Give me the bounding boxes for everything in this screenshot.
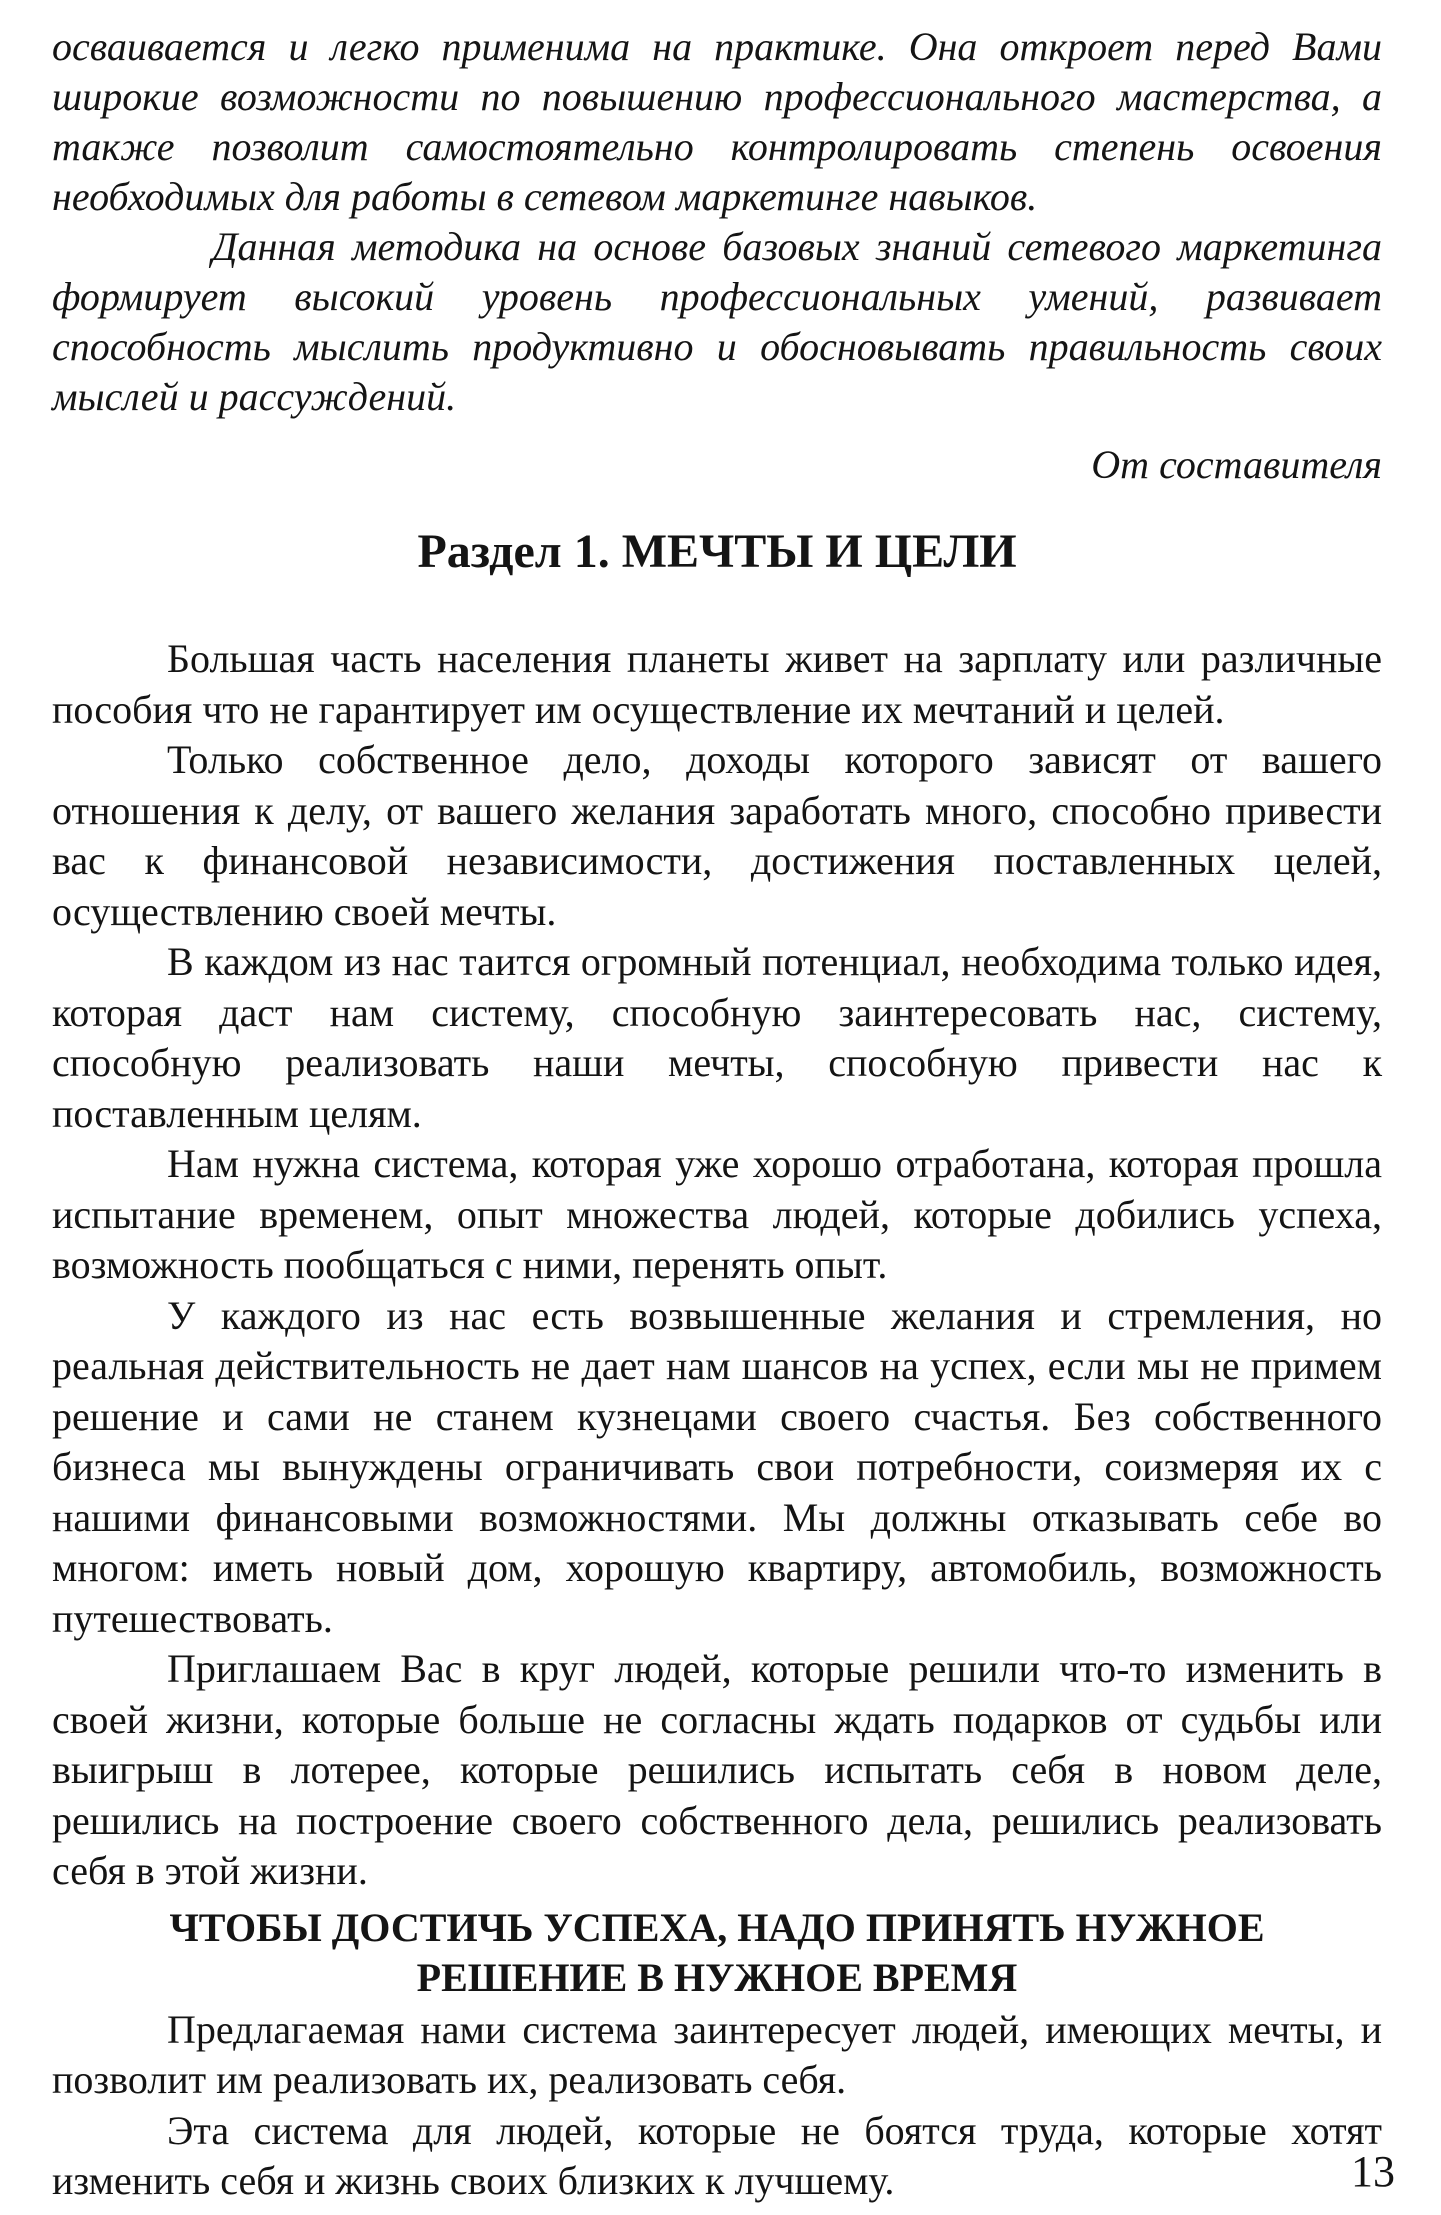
body-paragraph: В каждом из нас таится огромный потенциал, необходима только идея, которая даст нам систему, способную заинтересовать нас, систему, способную реализовать наши мечты, способную привести нас к поставленным целям. <box>52 939 1382 1136</box>
section-body <box>52 634 1382 2207</box>
body-paragraph: Только собственное дело, доходы которого зависят от вашего отношения к делу, от вашего желания заработать много, способно привести вас к финансовой независимости, достижения поставленных целей, осуществлению своей мечты. <box>52 737 1382 934</box>
page-number: 13 <box>1351 2147 1395 2196</box>
body-paragraph: Предлагаемая нами система заинтересует людей, имеющих мечты, и позволит им реализовать их, реализовать себя. <box>52 2006 1382 2102</box>
section-title: Раздел 1. МЕЧТЫ И ЦЕЛИ <box>417 525 1017 578</box>
body-paragraph: Приглашаем Вас в круг людей, которые решили что-то изменить в своей жизни, которые больше не согласны ждать подарков от судьбы или выигрыш в лотерее, которые решились испытать себя в новом деле, решились на построение своего собственного дела, решились реализовать себя в этой жизни. <box>52 1646 1382 1893</box>
body-paragraph: Нам нужна система, которая уже хорошо отработана, которая прошла испытание временем, опыт множества людей, которые добились успеха, возможность пообщаться с ними, перенять опыт. <box>52 1141 1382 1287</box>
body-paragraph: Большая часть населения планеты живет на зарплату или различные пособия что не гарантирует им осуществление их мечтаний и целей. <box>52 636 1382 732</box>
preface-paragraph: Данная методика на основе базовых знаний сетевого маркетинга формирует высокий уровень профессиональных умений, развивает способность мыслить продуктивно и обосновывать правильность своих мыслей и рассуждений. <box>52 224 1382 419</box>
author-signature: От составителя <box>1091 442 1382 487</box>
body-paragraph: У каждого из нас есть возвышенные желания и стремления, но реальная действительность не дает нам шансов на успех, если мы не примем решение и сами не станем кузнецами своего счастья. Без собственного бизнеса мы вынуждены ограничивать свои потребности, соизмеряя их с нашими финансовыми возможностями. Мы должны отказывать себе во многом: иметь новый дом, хорошую квартиру, автомобиль, возможность путешествовать. <box>52 1292 1382 1641</box>
book-page <box>52 22 1382 2207</box>
preface-excerpt <box>52 22 1382 490</box>
preface-paragraph: осваивается и легко применима на практике. Она откроет перед Вами широкие возможности по повышению профессионального мастерства, а также позволит самостоятельно контролировать степень освоения необходимых для работы в сетевом маркетинге навыков. <box>52 24 1382 219</box>
subheading: ЧТОБЫ ДОСТИЧЬ УСПЕХА, НАДО ПРИНЯТЬ НУЖНОЕ РЕШЕНИЕ В НУЖНОЕ ВРЕМЯ <box>169 1904 1265 2000</box>
body-paragraph: Эта система для людей, которые не боятся труда, которые хотят изменить себя и жизнь своих близких к лучшему. <box>52 2107 1382 2203</box>
